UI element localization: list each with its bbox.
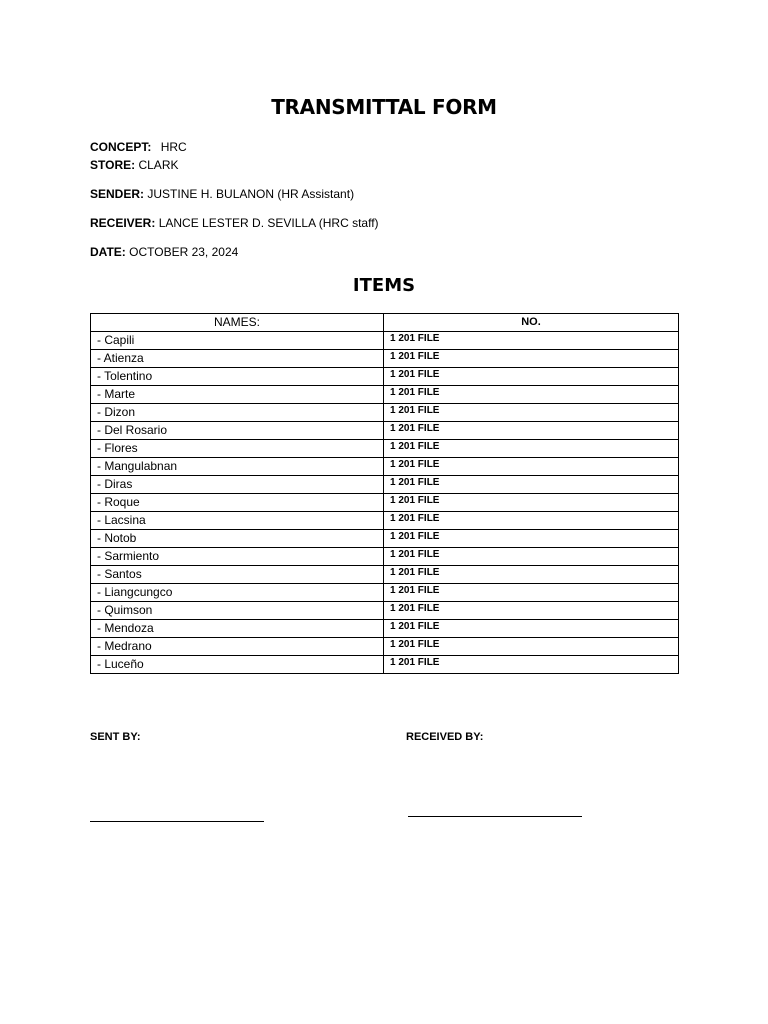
items-heading: ITEMS: [352, 275, 416, 296]
item-no-cell: 1 201 FILE: [384, 350, 679, 368]
sender-value: JUSTINE H. BULANON (HR Assistant): [147, 187, 355, 201]
store-label: STORE:: [90, 158, 136, 172]
sent-by-label: SENT BY:: [90, 731, 141, 743]
item-name-cell: - Flores: [91, 440, 384, 458]
item-no-cell: 1 201 FILE: [384, 368, 679, 386]
receiver-label: RECEIVER:: [90, 216, 156, 230]
item-name-cell: - Capili: [91, 332, 384, 350]
table-row: [91, 476, 679, 494]
item-no-cell: 1 201 FILE: [384, 638, 679, 656]
item-name-cell: - Del Rosario: [91, 422, 384, 440]
table-row: [91, 368, 679, 386]
table-row: [91, 530, 679, 548]
receiver-signature-line: [408, 816, 582, 817]
no-column-header: NO.: [384, 314, 679, 332]
date-value: OCTOBER 23, 2024: [129, 245, 239, 259]
item-name-cell: - Luceño: [91, 656, 384, 674]
item-name-cell: - Atienza: [91, 350, 384, 368]
item-name-cell: - Tolentino: [91, 368, 384, 386]
item-name-cell: - Notob: [91, 530, 384, 548]
table-row: [91, 602, 679, 620]
item-no-cell: 1 201 FILE: [384, 476, 679, 494]
item-name-cell: - Santos: [91, 566, 384, 584]
item-no-cell: 1 201 FILE: [384, 458, 679, 476]
receiver-value: LANCE LESTER D. SEVILLA (HRC staff): [158, 216, 379, 230]
item-name-cell: - Mendoza: [91, 620, 384, 638]
date-field: [90, 245, 238, 259]
date-label: DATE:: [90, 245, 126, 259]
table-row: [91, 386, 679, 404]
table-row: [91, 512, 679, 530]
table-row: [91, 620, 679, 638]
names-column-header: NAMES:: [91, 314, 384, 332]
item-name-cell: - Liangcungco: [91, 584, 384, 602]
received-by-label: RECEIVED BY:: [406, 731, 484, 743]
item-no-cell: 1 201 FILE: [384, 512, 679, 530]
item-no-cell: 1 201 FILE: [384, 386, 679, 404]
item-no-cell: 1 201 FILE: [384, 530, 679, 548]
store-value: CLARK: [138, 158, 179, 172]
table-row: [91, 350, 679, 368]
item-name-cell: - Marte: [91, 386, 384, 404]
table-row: [91, 440, 679, 458]
items-table-body: [91, 332, 679, 674]
store-field: [90, 158, 178, 172]
item-no-cell: 1 201 FILE: [384, 566, 679, 584]
item-name-cell: - Lacsina: [91, 512, 384, 530]
concept-value: HRC: [160, 140, 187, 154]
item-no-cell: 1 201 FILE: [384, 404, 679, 422]
sender-signature-line: [90, 821, 264, 822]
item-no-cell: 1 201 FILE: [384, 494, 679, 512]
receiver-field: [90, 216, 379, 230]
item-no-cell: 1 201 FILE: [384, 548, 679, 566]
table-row: [91, 422, 679, 440]
concept-field: [90, 140, 187, 154]
item-name-cell: - Diras: [91, 476, 384, 494]
item-name-cell: - Sarmiento: [91, 548, 384, 566]
items-table-header: [91, 314, 679, 332]
item-name-cell: - Quimson: [91, 602, 384, 620]
table-row: [91, 584, 679, 602]
table-row: [91, 494, 679, 512]
item-no-cell: 1 201 FILE: [384, 440, 679, 458]
item-name-cell: - Mangulabnan: [91, 458, 384, 476]
item-name-cell: - Medrano: [91, 638, 384, 656]
items-table: [90, 313, 679, 674]
table-row: [91, 566, 679, 584]
item-name-cell: - Dizon: [91, 404, 384, 422]
sender-field: [90, 187, 354, 201]
table-row: [91, 332, 679, 350]
item-no-cell: 1 201 FILE: [384, 656, 679, 674]
item-no-cell: 1 201 FILE: [384, 332, 679, 350]
item-no-cell: 1 201 FILE: [384, 422, 679, 440]
table-row: [91, 458, 679, 476]
item-name-cell: - Roque: [91, 494, 384, 512]
table-row: [91, 404, 679, 422]
table-row: [91, 548, 679, 566]
item-no-cell: 1 201 FILE: [384, 620, 679, 638]
item-no-cell: 1 201 FILE: [384, 584, 679, 602]
concept-label: CONCEPT:: [90, 140, 152, 154]
item-no-cell: 1 201 FILE: [384, 602, 679, 620]
table-row: [91, 638, 679, 656]
table-row: [91, 656, 679, 674]
form-title: TRANSMITTAL FORM: [271, 95, 497, 119]
sender-label: SENDER:: [90, 187, 145, 201]
